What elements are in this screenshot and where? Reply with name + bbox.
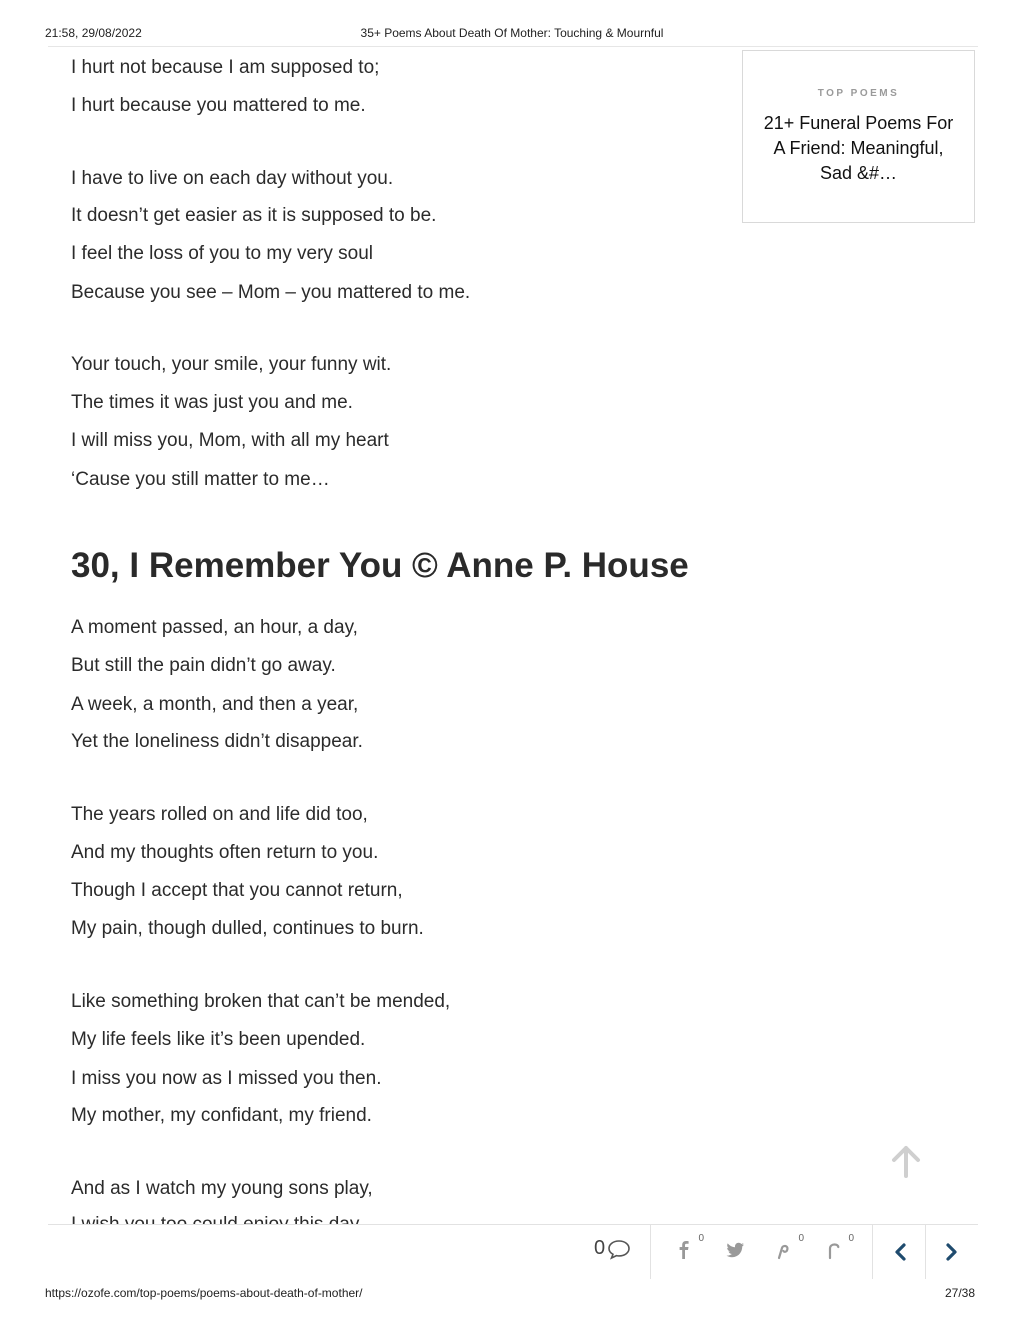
print-url: https://ozofe.com/top-poems/poems-about-death-of-mother/ [45,1286,363,1300]
poem-line: I have to live on each day without you. [71,168,394,189]
poem-line: My life feels like it’s been upended. [71,1029,366,1050]
facebook-share-button[interactable] [674,1233,704,1265]
share-bar [48,1224,978,1279]
top-poems-widget [742,50,975,223]
reddit-share-count: 0 [848,1233,854,1244]
print-timestamp: 21:58, 29/08/2022 [45,26,142,40]
poem-line: Though I accept that you cannot return, [71,880,403,901]
bar-divider [650,1225,651,1279]
pinterest-share-count: 0 [798,1233,804,1244]
comment-icon [607,1238,631,1260]
widget-kicker: TOP POEMS [817,88,900,99]
pinterest-share-button[interactable] [774,1233,804,1265]
prev-page-button[interactable] [886,1237,916,1267]
poem-line: But still the pain didn’t go away. [71,655,336,676]
reddit-share-button[interactable] [824,1233,854,1265]
poem-line: I feel the loss of you to my very soul [71,243,374,264]
facebook-share-count: 0 [698,1233,704,1244]
poem-line: My mother, my confidant, my friend. [71,1105,372,1126]
twitter-share-button[interactable] [724,1239,754,1265]
poem-line: Because you see – Mom – you mattered to me. [71,282,471,303]
comment-count: 0 [594,1237,606,1259]
bar-divider [872,1225,873,1279]
prev-arrow-icon [886,1237,916,1267]
bar-divider [925,1225,926,1279]
poem-line: And as I watch my young sons play, [71,1178,373,1199]
facebook-icon [674,1239,694,1261]
poem-line: Your touch, your smile, your funny wit. [71,354,392,375]
poem-line: The years rolled on and life did too, [71,804,368,825]
top-poem-link[interactable]: 21+ Funeral Poems For A Friend: Meaningful, Sad &#… [763,113,954,183]
poem-line: A moment passed, an hour, a day, [71,617,358,638]
poem-line: And my thoughts often return to you. [71,842,379,863]
print-page-title: 35+ Poems About Death Of Mother: Touching & Mournful [360,26,664,40]
scroll-top-button[interactable] [886,1140,926,1180]
poem-line: A week, a month, and then a year, [71,694,359,715]
poem-line-cut [71,1213,359,1224]
print-page-number: 27/38 [945,1286,976,1300]
pinterest-icon [774,1239,794,1261]
poem-heading: 30, I Remember You © Anne P. House [71,546,689,585]
poem-line: Yet the loneliness didn’t disappear. [71,731,363,752]
poem-line: I miss you now as I missed you then. [71,1068,382,1089]
poem-line: It doesn’t get easier as it is supposed to be. [71,205,437,226]
poem-line: I hurt not because I am supposed to; [71,57,380,78]
next-page-button[interactable] [936,1237,966,1267]
poem-line: The times it was just you and me. [71,392,353,413]
twitter-icon [724,1239,746,1261]
reddit-icon [824,1239,844,1261]
comments-button[interactable] [594,1237,631,1260]
print-header [0,0,1024,46]
scroll-top-icon [886,1140,926,1180]
poem-line: ‘Cause you still matter to me… [71,469,330,490]
next-arrow-icon [936,1237,966,1267]
poem-line: I hurt because you mattered to me. [71,95,366,116]
poem-line: Like something broken that can’t be mended, [71,991,451,1012]
poem-line: My pain, though dulled, continues to burn. [71,918,424,939]
poem-line: I will miss you, Mom, with all my heart [71,430,389,451]
top-divider [48,46,978,47]
